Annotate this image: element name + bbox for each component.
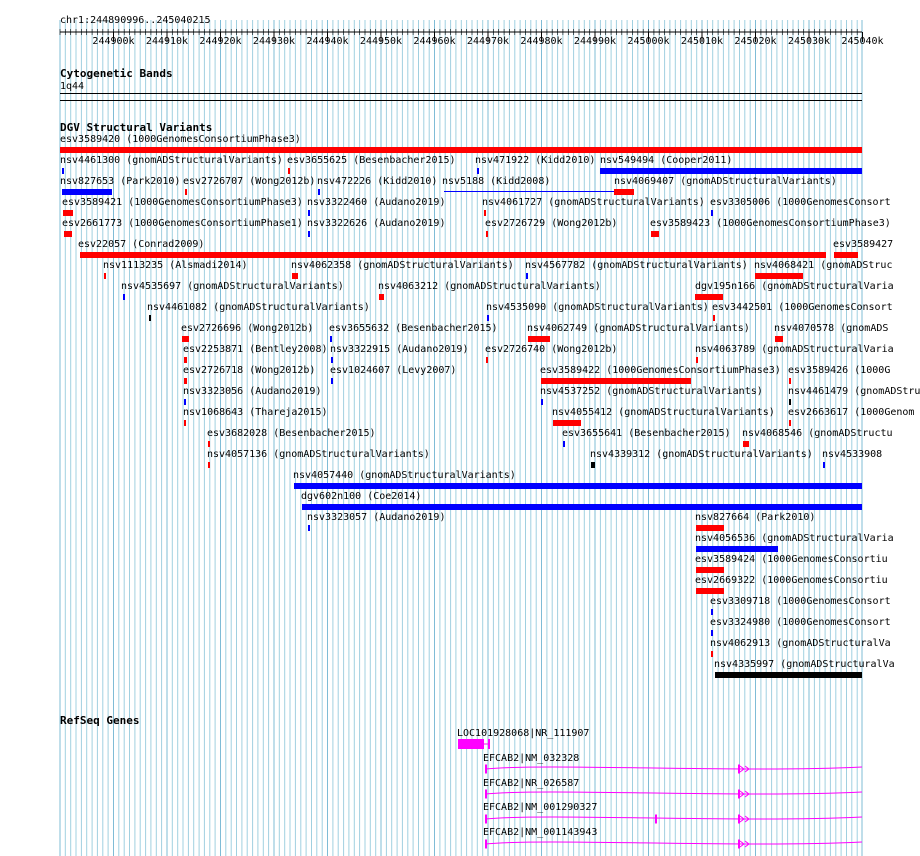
variant-label[interactable]: esv3589427 [833, 239, 894, 250]
ruler-tick-label: 244990k [573, 36, 617, 47]
gene-exon [485, 840, 487, 849]
variant-label[interactable]: esv3589420 (1000GenomesConsortiumPhase3) [60, 134, 301, 145]
variant-label[interactable]: nsv4062749 (gnomADStructuralVariants) [527, 323, 750, 334]
locus-label: chr1:244890996..245040215 [60, 15, 211, 26]
variant-label[interactable]: esv3589426 (1000G [788, 365, 891, 376]
variant-label[interactable]: esv3309718 (1000GenomesConsort [710, 596, 891, 607]
variant-label[interactable]: nsv4062358 (gnomADStructuralVariants) [291, 260, 514, 271]
variant-label[interactable]: esv2726740 (Wong2012b) [485, 344, 618, 355]
variant-label[interactable]: nsv4063789 (gnomADStructuralVaria [695, 344, 894, 355]
variant-label[interactable]: esv3589423 (1000GenomesConsortiumPhase3) [650, 218, 891, 229]
variant-label[interactable]: nsv4068421 (gnomADStruc [754, 260, 893, 271]
variant-label[interactable]: nsv4062913 (gnomADStructuralVa [710, 638, 891, 649]
variant-label[interactable]: nsv4461479 (gnomADStru [788, 386, 920, 397]
gene-exon [738, 815, 740, 824]
ruler-tick-label: 244940k [306, 36, 349, 47]
variant-label[interactable]: nsv4535090 (gnomADStructuralVariants) [486, 302, 709, 313]
ruler-tick-label: 244960k [413, 36, 456, 47]
variant-label[interactable]: nsv4057440 (gnomADStructuralVariants) [293, 470, 516, 481]
variant-label[interactable]: nsv3322460 (Audano2019) [307, 197, 446, 208]
variant-label[interactable]: nsv4055412 (gnomADStructuralVariants) [552, 407, 775, 418]
variant-label[interactable]: nsv4567782 (gnomADStructuralVariants) [525, 260, 748, 271]
gene-exon [488, 739, 490, 749]
cytoband-label: 1q44 [60, 81, 85, 92]
variant-label[interactable]: nsv4537252 (gnomADStructuralVariants) [540, 386, 763, 397]
gene-label[interactable]: EFCAB2|NR_026587 [483, 778, 580, 789]
variant-label[interactable]: esv2726707 (Wong2012b) [183, 176, 316, 187]
variant-label[interactable]: esv2661773 (1000GenomesConsortiumPhase1) [62, 218, 303, 229]
variant-label[interactable]: nsv4068546 (gnomADStructu [742, 428, 893, 439]
variant-label[interactable]: esv3589424 (1000GenomesConsortiu [695, 554, 888, 565]
gene-exon [458, 739, 484, 749]
ruler-tick-label: 245040k [841, 36, 884, 47]
variant-label[interactable]: esv3655632 (Besenbacher2015) [329, 323, 498, 334]
variant-label[interactable]: esv3655625 (Besenbacher2015) [287, 155, 456, 166]
gene-exon [485, 765, 487, 774]
track-title-refseq: RefSeq Genes [60, 714, 140, 727]
variant-label[interactable]: esv3305006 (1000GenomesConsort [710, 197, 891, 208]
variant-label[interactable]: dgv602n100 (Coe2014) [301, 491, 422, 502]
gene-exon [485, 815, 487, 824]
variant-label[interactable]: nsv4339312 (gnomADStructuralVariants) [590, 449, 813, 460]
variant-label[interactable]: esv3589421 (1000GenomesConsortiumPhase3) [62, 197, 303, 208]
gene-label[interactable]: LOC101928068|NR_111907 [457, 728, 590, 739]
ruler-tick-label: 245000k [627, 36, 670, 47]
variant-label[interactable]: nsv4335997 (gnomADStructuralVa [714, 659, 895, 670]
variant-label[interactable]: esv22057 (Conrad2009) [78, 239, 205, 250]
gene-exon [655, 815, 657, 824]
track-title-dgv: DGV Structural Variants [60, 121, 213, 134]
variant-label[interactable]: nsv4535697 (gnomADStructuralVariants) [121, 281, 344, 292]
variant-label[interactable]: dgv195n166 (gnomADStructuralVaria [695, 281, 894, 292]
gene-exon [738, 765, 740, 774]
gene-exon [485, 790, 487, 799]
variant-label[interactable]: nsv3322626 (Audano2019) [307, 218, 446, 229]
variant-label[interactable]: nsv472226 (Kidd2010) [317, 176, 438, 187]
gene-intron-line [485, 842, 862, 844]
variant-label[interactable]: esv3655641 (Besenbacher2015) [562, 428, 731, 439]
variant-label[interactable]: nsv827653 (Park2010) [60, 176, 181, 187]
ruler-tick-label: 245030k [787, 36, 831, 47]
variant-label[interactable]: nsv5188 (Kidd2008) [442, 176, 551, 187]
variant-label[interactable]: esv2253871 (Bentley2008) [183, 344, 328, 355]
variant-label[interactable]: nsv827664 (Park2010) [695, 512, 816, 523]
gene-intron-line [485, 817, 862, 819]
variant-label[interactable]: nsv471922 (Kidd2010) [475, 155, 596, 166]
variant-label[interactable]: nsv4070578 (gnomADS [774, 323, 889, 334]
ruler-tick-label: 244950k [359, 36, 403, 47]
variant-label[interactable]: nsv549494 (Cooper2011) [600, 155, 733, 166]
ruler-tick-label: 244900k [92, 36, 135, 47]
variant-label[interactable]: esv2726696 (Wong2012b) [181, 323, 314, 334]
variant-label[interactable]: nsv4061727 (gnomADStructuralVariants) [482, 197, 705, 208]
variant-label[interactable]: nsv1113235 (Alsmadi2014) [103, 260, 248, 271]
gene-label[interactable]: EFCAB2|NM_001290327 [483, 802, 598, 813]
variant-label[interactable]: esv3589422 (1000GenomesConsortiumPhase3) [540, 365, 781, 376]
gene-intron-line [485, 767, 862, 769]
variant-label[interactable]: nsv3322915 (Audano2019) [330, 344, 469, 355]
variant-label[interactable]: nsv4063212 (gnomADStructuralVariants) [378, 281, 601, 292]
variant-label[interactable]: nsv4533908 [822, 449, 883, 460]
ruler-tick-label: 244980k [520, 36, 563, 47]
track-title-cytobands: Cytogenetic Bands [60, 67, 173, 80]
variant-label[interactable]: nsv3323056 (Audano2019) [183, 386, 322, 397]
ruler-tick-label: 244970k [466, 36, 510, 47]
variant-label[interactable]: esv2726729 (Wong2012b) [485, 218, 618, 229]
gene-intron-line [485, 792, 862, 794]
variant-label[interactable]: esv3442501 (1000GenomesConsort [712, 302, 893, 313]
variant-label[interactable]: nsv1068643 (Thareja2015) [183, 407, 328, 418]
gene-exon [738, 790, 740, 799]
ruler-tick-label: 245020k [734, 36, 777, 47]
gene-label[interactable]: EFCAB2|NM_032328 [483, 753, 580, 764]
variant-label[interactable]: nsv4069407 (gnomADStructuralVariants) [614, 176, 837, 187]
ruler-tick-label: 244930k [252, 36, 296, 47]
variant-label[interactable]: esv2726718 (Wong2012b) [183, 365, 316, 376]
variant-label[interactable]: nsv4056536 (gnomADStructuralVaria [695, 533, 894, 544]
gene-label[interactable]: EFCAB2|NM_001143943 [483, 827, 598, 838]
variant-label[interactable]: esv1024607 (Levy2007) [330, 365, 457, 376]
variant-label[interactable]: esv2663617 (1000Genom [788, 407, 915, 418]
variant-label[interactable]: esv3682028 (Besenbacher2015) [207, 428, 376, 439]
variant-label[interactable]: nsv3323057 (Audano2019) [307, 512, 446, 523]
variant-label[interactable]: esv3324980 (1000GenomesConsort [710, 617, 891, 628]
ruler-tick-label: 244920k [199, 36, 242, 47]
variant-label[interactable]: nsv4461300 (gnomADStructuralVariants) [60, 155, 283, 166]
gene-exon [738, 840, 740, 849]
ruler-tick-label: 245010k [680, 36, 724, 47]
variant-label[interactable]: nsv4461082 (gnomADStructuralVariants) [147, 302, 370, 313]
variant-label[interactable]: nsv4057136 (gnomADStructuralVariants) [207, 449, 430, 460]
ruler-tick-label: 244910k [145, 36, 189, 47]
variant-label[interactable]: esv2669322 (1000GenomesConsortiu [695, 575, 888, 586]
